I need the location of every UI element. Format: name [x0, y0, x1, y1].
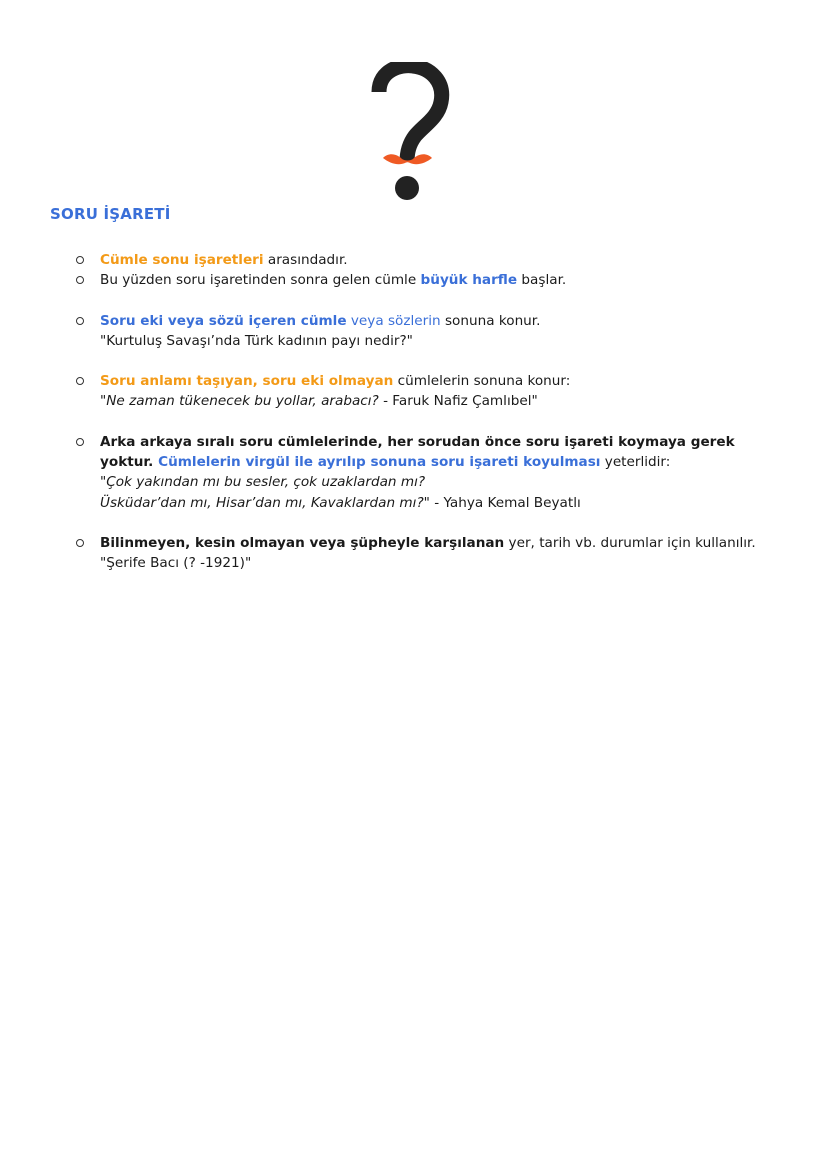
quote-text: Üsküdar’dan mı, Hisar’dan mı, Kavaklardan mı?": [100, 494, 430, 511]
quote-author: - Faruk Nafiz Çamlıbel": [378, 393, 538, 410]
example-text: [100, 493, 788, 513]
rule-line: [100, 311, 788, 331]
text: yeterlidir:: [600, 454, 671, 471]
rule-line: [100, 452, 788, 472]
bullet-icon: [76, 276, 84, 284]
text: cümlelerin sonuna konur:: [393, 373, 571, 390]
text-highlight: büyük harfle: [420, 272, 518, 289]
rule-line: [100, 533, 788, 553]
rule-line: [100, 371, 788, 391]
quote-author: - Yahya Kemal Beyatlı: [429, 494, 581, 511]
list-item: [0, 371, 828, 412]
bullet-icon: [76, 438, 84, 446]
text-highlight: Cümlelerin virgül ile ayrılıp sonuna soru işareti koyulması: [153, 454, 601, 471]
bullet-icon: [76, 256, 84, 264]
page-title: SORU İŞARETİ: [50, 205, 171, 223]
text-highlight: Soru anlamı taşıyan, soru eki olmayan: [100, 373, 394, 390]
text: sonuna konur.: [440, 312, 541, 329]
example-text: "Kurtuluş Savaşı’nda Türk kadının payı nedir?": [100, 332, 413, 349]
example-text: [100, 391, 788, 411]
text-bold: Bilinmeyen, kesin olmayan veya şüpheyle karşılanan: [100, 534, 505, 551]
text-bold: yoktur.: [100, 454, 154, 471]
text-highlight: Soru eki veya sözü içeren cümle: [100, 312, 347, 329]
text: arasındadır.: [263, 252, 348, 268]
rules-list: [0, 250, 828, 574]
text-highlight: veya sözlerin: [346, 312, 441, 329]
text: başlar.: [517, 272, 567, 289]
bullet-icon: [76, 539, 84, 547]
list-item: [0, 533, 828, 574]
question-mark-stroke: [379, 66, 442, 162]
list-item: [0, 432, 828, 513]
quote-text: "Ne zaman tükenecek bu yollar, arabacı?: [100, 393, 379, 410]
bullet-icon: [76, 317, 84, 325]
question-mark-dot: [395, 176, 419, 200]
rule-line: Arka arkaya sıralı soru cümlelerinde, her sorudan önce soru işareti koymaya gerek: [100, 433, 735, 450]
question-mark-mustache-icon: [365, 62, 455, 207]
list-item: [0, 311, 828, 352]
text-highlight: Cümle sonu işaretleri: [100, 252, 264, 268]
text: Bu yüzden soru işaretinden sonra gelen cümle: [100, 272, 421, 289]
bullet-icon: [76, 377, 84, 385]
list-item: [0, 250, 828, 270]
list-item: [0, 270, 828, 290]
quote-text: "Çok yakından mı bu sesler, çok uzaklardan mı?: [100, 474, 426, 491]
example-text: "Şerife Bacı (? -1921)": [100, 555, 252, 572]
text: yer, tarih vb. durumlar için kullanılır.: [504, 534, 756, 551]
